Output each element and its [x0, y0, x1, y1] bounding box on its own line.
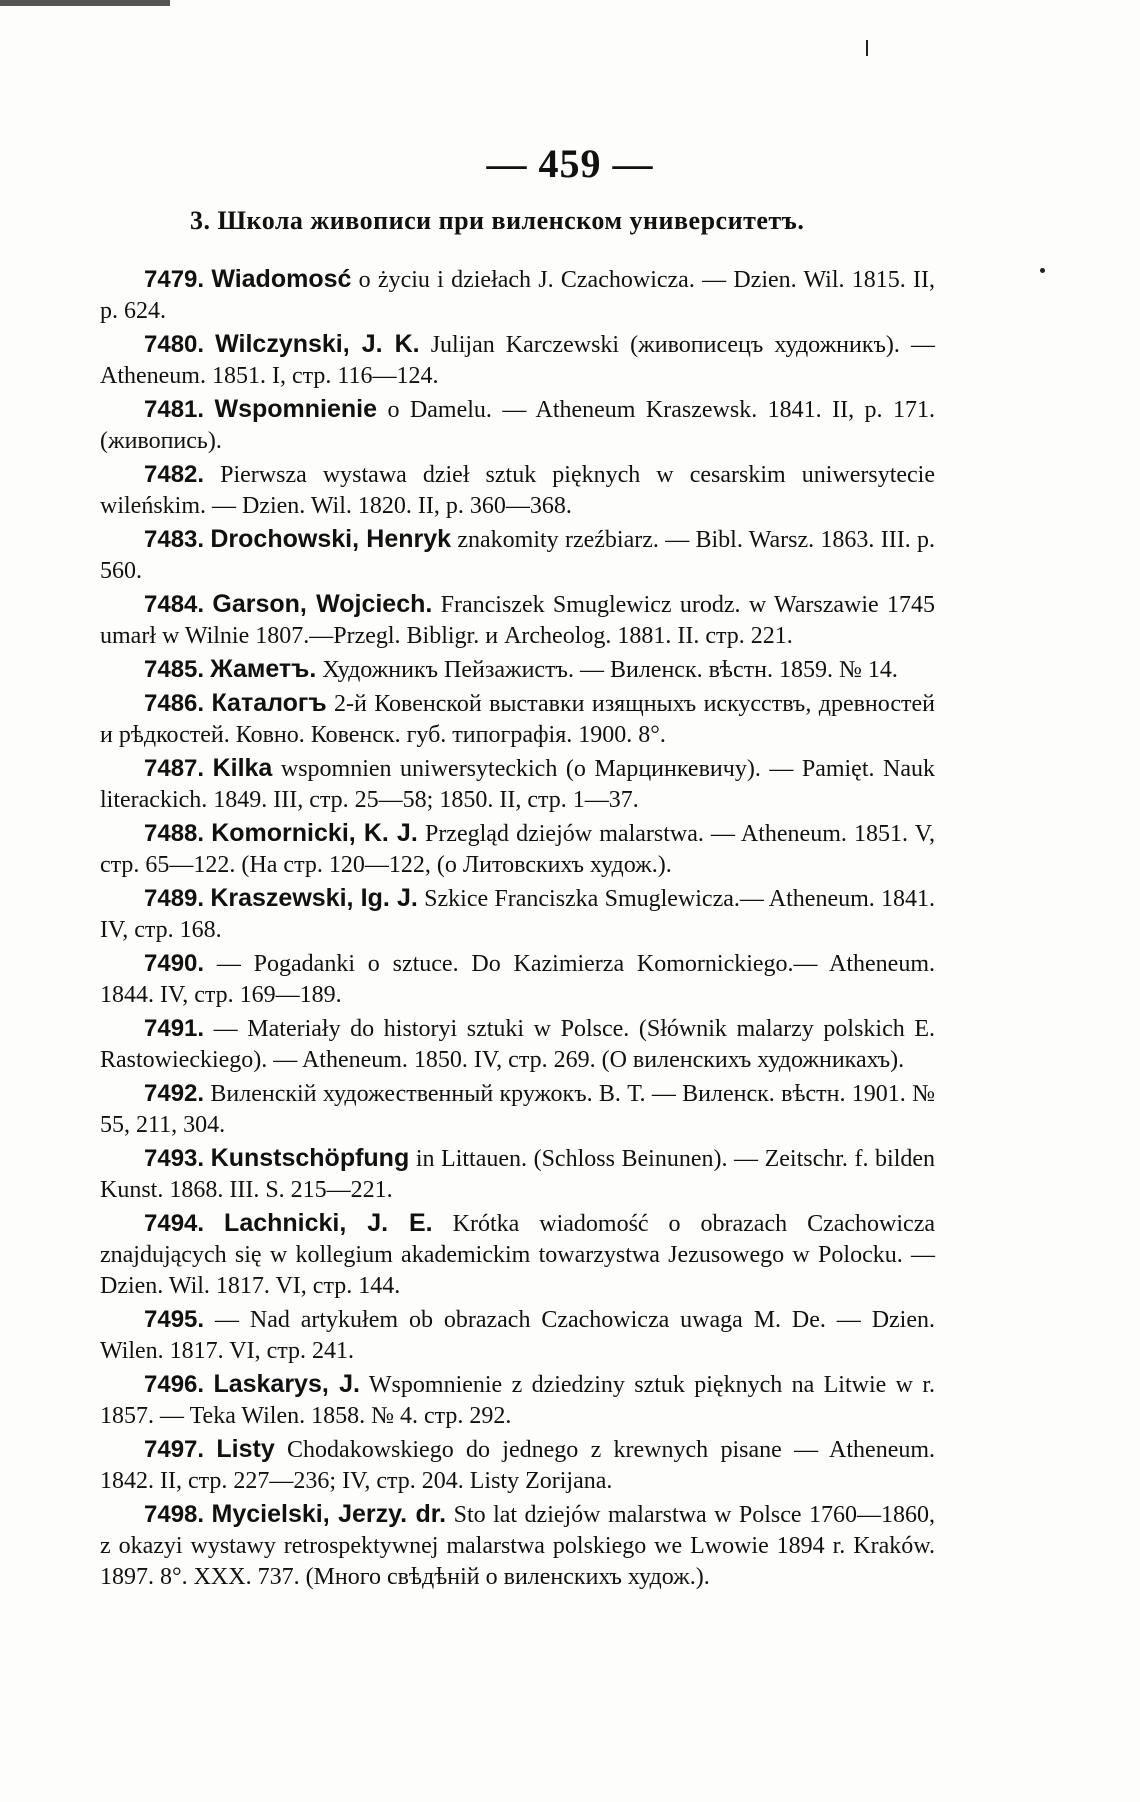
entry-text: 2-й Ковенской выставки изящныхъ искусствъ, древностей и рѣдкостей. Ковно. Ковенск. губ. типографія. 1900. 8°.	[100, 691, 936, 748]
entry-text: o życiu i dziełach J. Czachowicza. — Dzien. Wil. 1815. II, p. 624.	[100, 267, 936, 324]
entry-number: 7491.	[144, 1015, 205, 1042]
entry-text: Chodakowskiego do jednego z krewnych pisane — Atheneum. 1842. II, стр. 227—236; IV, стр. 204. Listy Zorijana.	[100, 1437, 936, 1494]
entry-text: Franciszek Smuglewicz urodz. w Warszawie 1745 umarł w Wilnie 1807.—Przegl. Bibligr. и Archeolog. 1881. II. стр. 221.	[100, 592, 936, 649]
entry-author: Каталогъ	[211, 689, 327, 717]
entry-number: 7483.	[144, 526, 205, 553]
entry-number: 7497.	[144, 1436, 205, 1463]
entry-number: 7484.	[144, 591, 205, 618]
bibliography-entry	[100, 1143, 935, 1206]
entry-author: Kraszewski, Ig. J.	[210, 884, 418, 912]
entry-number: 7487.	[144, 755, 205, 782]
bibliography-entry	[100, 589, 935, 652]
entry-text: Szkice Franciszka Smuglewicza.— Atheneum. 1841. IV, стр. 168.	[100, 886, 936, 943]
entry-text: Sto lat dziejów malarstwa w Polsce 1760—1860, z okazyi wystawy retrospektywnej malarstwa polskiego we Lwowie 1894 r. Kraków. 1897. 8°. XXX. 737. (Много свѣдѣній о виленскихъ худож.).	[100, 1502, 936, 1590]
bibliography-entry	[100, 654, 935, 686]
entry-author: Lachnicki, J. E.	[224, 1209, 433, 1237]
bibliography-entry	[100, 1304, 935, 1367]
entry-number: 7493.	[144, 1145, 205, 1172]
entry-text: — Materiały do historyi sztuki w Polsce. (Słównik malarzy polskich E. Rastowieckiego). — Atheneum. 1850. IV, стр. 269. (О виленскихъ художникахъ).	[100, 1016, 935, 1073]
bibliography-entry	[100, 883, 935, 946]
entry-number: 7488.	[144, 820, 205, 847]
entry-author: Wspomnienie	[214, 395, 378, 423]
bibliography-entry	[100, 753, 935, 816]
entry-text: Wspomnienie z dziedziny sztuk pięknych na Litwie w r. 1857. — Teka Wilen. 1858. № 4. стр. 292.	[100, 1372, 935, 1429]
margin-tick	[866, 40, 868, 56]
entry-number: 7494.	[144, 1210, 205, 1237]
entry-author: Kunstschöpfung	[210, 1144, 410, 1172]
entry-author: Wiadomosć	[211, 265, 352, 293]
entry-author: Garson, Wojciech.	[212, 590, 433, 618]
entry-author: Жаметъ.	[210, 655, 317, 683]
entry-number: 7490.	[144, 950, 205, 977]
entry-author: Wilczynski, J. K.	[215, 330, 420, 358]
bibliography-entry	[100, 394, 935, 457]
page-number: — 459 —	[486, 141, 654, 186]
corner-speck	[0, 0, 170, 6]
entry-text: Pierwsza wystawa dzieł sztuk pięknych w cesarskim uniwersytecie wileńskim. — Dzien. Wil. 1820. II, p. 360—368.	[100, 462, 935, 519]
entry-author: Listy	[216, 1435, 275, 1463]
entry-text: Художникъ Пейзажистъ. — Виленск. вѣстн. 1859. № 14.	[322, 657, 898, 683]
entry-text: Julijan Karczewski (живописецъ художникъ). — Atheneum. 1851. I, стр. 116—124.	[100, 332, 935, 389]
entry-number: 7479.	[144, 266, 205, 293]
entry-author: Mycielski, Jerzy. dr.	[211, 1500, 447, 1528]
bibliography-entry	[100, 948, 935, 1011]
entry-text: Przegląd dziejów malarstwa. — Atheneum. 1851. V, стр. 65—122. (На стр. 120—122, (о Литовскихъ худож.).	[100, 821, 936, 878]
entry-text: znakomity rzeźbiarz. — Bibl. Warsz. 1863. III. p. 560.	[100, 527, 936, 584]
bibliography-entry	[100, 818, 935, 881]
bibliography-entry	[100, 1369, 935, 1432]
entry-text: Виленскій художественный кружокъ. В. Т. — Виленск. вѣстн. 1901. № 55, 211, 304.	[100, 1081, 935, 1138]
entry-text: — Pogadanki o sztuce. Do Kazimierza Komornickiego.— Atheneum. 1844. IV, стр. 169—189.	[100, 951, 935, 1008]
entry-number: 7498.	[144, 1501, 205, 1528]
bibliography-entry	[100, 524, 935, 587]
bibliography-entry	[100, 1078, 935, 1141]
bibliography-entry	[100, 1208, 935, 1302]
entry-author: Laskarys, J.	[213, 1370, 360, 1398]
entry-number: 7482.	[144, 461, 205, 488]
entry-number: 7489.	[144, 885, 205, 912]
bibliography-entry	[100, 264, 935, 327]
bibliography-entry	[100, 1499, 935, 1593]
bibliography-entry	[100, 1013, 935, 1076]
entry-number: 7495.	[144, 1306, 205, 1333]
entry-text: in Littauen. (Schloss Beinunen). — Zeitschr. f. bilden Kunst. 1868. III. S. 215—221.	[100, 1146, 936, 1203]
entry-number: 7486.	[144, 690, 205, 717]
entry-number: 7481.	[144, 396, 205, 423]
bibliography-entry	[100, 1434, 935, 1497]
entry-text: wspomnien uniwersyteckich (о Марцинкевичу). — Pamięt. Nauk literackich. 1849. III, стр. 25—58; 1850. II, стр. 1—37.	[100, 756, 935, 813]
bibliography-entry	[100, 329, 935, 392]
entry-text: — Nad artykułem ob obrazach Czachowicza uwaga M. De. — Dzien. Wilen. 1817. VI, стр. 241.	[100, 1307, 936, 1364]
entry-number: 7492.	[144, 1080, 205, 1107]
entry-number: 7480.	[144, 331, 205, 358]
entry-number: 7496.	[144, 1371, 205, 1398]
bibliography-list	[100, 264, 935, 1595]
entry-author: Drochowski, Henryk	[210, 525, 452, 553]
entry-text: o Damelu. — Atheneum Kraszewsk. 1841. II, p. 171. (живопись).	[100, 397, 935, 454]
entry-number: 7485.	[144, 656, 205, 683]
bibliography-entry	[100, 459, 935, 522]
entry-author: Kilka	[212, 754, 273, 782]
bibliography-entry	[100, 688, 935, 751]
margin-dot	[1040, 268, 1045, 273]
entry-text: Krótka wiadomość o obrazach Czachowicza znajdujących się w kollegium akademickim towarzystwa Jezusowego w Polocku. — Dzien. Wil. 1817. VI, стр. 144.	[100, 1211, 936, 1299]
section-title: 3. Школа живописи при виленском университетъ.	[190, 206, 805, 235]
entry-author: Komornicki, K. J.	[211, 819, 418, 847]
